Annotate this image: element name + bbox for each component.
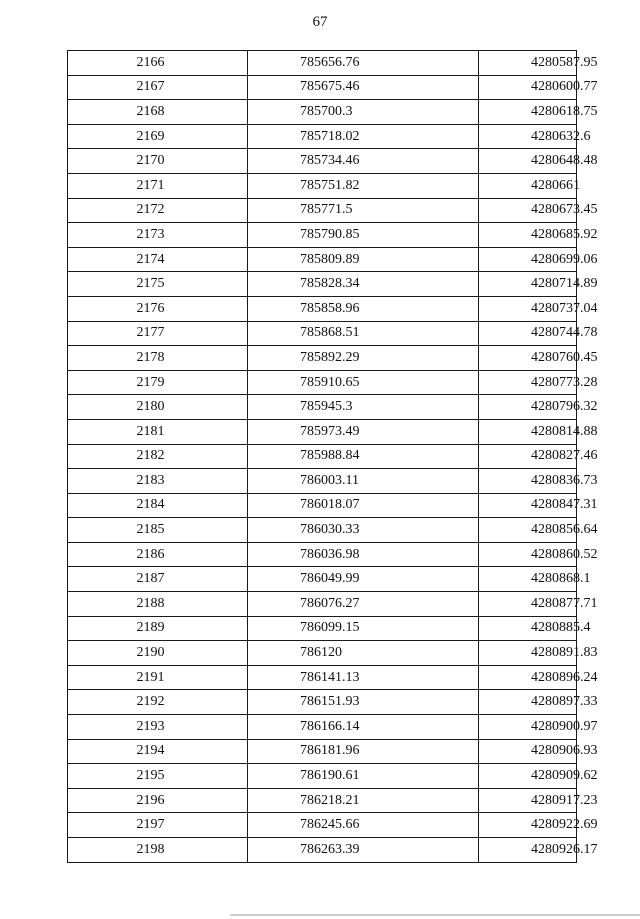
y-coordinate-cell: 4280661 (479, 173, 577, 198)
table-row (68, 616, 577, 641)
point-number-cell: 2197 (68, 813, 248, 838)
point-number-cell: 2181 (68, 419, 248, 444)
y-coordinate-cell: 4280836.73 (479, 469, 577, 494)
point-number-cell: 2178 (68, 346, 248, 371)
x-coordinate-cell: 785858.96 (248, 296, 479, 321)
x-coordinate-cell: 786018.07 (248, 493, 479, 518)
table-row (68, 321, 577, 346)
table-row (68, 173, 577, 198)
point-number-cell: 2190 (68, 641, 248, 666)
x-coordinate-cell: 785751.82 (248, 173, 479, 198)
table-row (68, 370, 577, 395)
y-coordinate-cell: 4280900.97 (479, 715, 577, 740)
x-coordinate-cell: 785910.65 (248, 370, 479, 395)
point-number-cell: 2189 (68, 616, 248, 641)
y-coordinate-cell: 4280744.78 (479, 321, 577, 346)
y-coordinate-cell: 4280847.31 (479, 493, 577, 518)
point-number-cell: 2185 (68, 518, 248, 543)
point-number-cell: 2196 (68, 788, 248, 813)
y-coordinate-cell: 4280909.62 (479, 764, 577, 789)
y-coordinate-cell: 4280922.69 (479, 813, 577, 838)
table-row (68, 124, 577, 149)
x-coordinate-cell: 785734.46 (248, 149, 479, 174)
table-row (68, 542, 577, 567)
table-row (68, 690, 577, 715)
y-coordinate-cell: 4280632.6 (479, 124, 577, 149)
x-coordinate-cell: 785988.84 (248, 444, 479, 469)
point-number-cell: 2171 (68, 173, 248, 198)
y-coordinate-cell: 4280891.83 (479, 641, 577, 666)
y-coordinate-cell: 4280737.04 (479, 296, 577, 321)
point-number-cell: 2180 (68, 395, 248, 420)
y-coordinate-cell: 4280906.93 (479, 739, 577, 764)
point-number-cell: 2168 (68, 100, 248, 125)
point-number-cell: 2191 (68, 665, 248, 690)
y-coordinate-cell: 4280773.28 (479, 370, 577, 395)
x-coordinate-cell: 785771.5 (248, 198, 479, 223)
scan-edge-line (230, 914, 640, 916)
x-coordinate-cell: 786151.93 (248, 690, 479, 715)
y-coordinate-cell: 4280856.64 (479, 518, 577, 543)
table-row (68, 518, 577, 543)
y-coordinate-cell: 4280600.77 (479, 75, 577, 100)
table-row (68, 346, 577, 371)
table-row (68, 296, 577, 321)
x-coordinate-cell: 786076.27 (248, 592, 479, 617)
point-number-cell: 2172 (68, 198, 248, 223)
table-row (68, 739, 577, 764)
coordinates-table (67, 50, 598, 863)
x-coordinate-cell: 785828.34 (248, 272, 479, 297)
x-coordinate-cell: 786141.13 (248, 665, 479, 690)
point-number-cell: 2179 (68, 370, 248, 395)
table-row (68, 567, 577, 592)
y-coordinate-cell: 4280673.45 (479, 198, 577, 223)
x-coordinate-cell: 785718.02 (248, 124, 479, 149)
y-coordinate-cell: 4280714.89 (479, 272, 577, 297)
point-number-cell: 2167 (68, 75, 248, 100)
x-coordinate-cell: 786181.96 (248, 739, 479, 764)
x-coordinate-cell: 786003.11 (248, 469, 479, 494)
y-coordinate-cell: 4280860.52 (479, 542, 577, 567)
table-row (68, 395, 577, 420)
x-coordinate-cell: 785790.85 (248, 223, 479, 248)
point-number-cell: 2175 (68, 272, 248, 297)
point-number-cell: 2193 (68, 715, 248, 740)
point-number-cell: 2170 (68, 149, 248, 174)
x-coordinate-cell: 786036.98 (248, 542, 479, 567)
point-number-cell: 2184 (68, 493, 248, 518)
y-coordinate-cell: 4280587.95 (479, 51, 577, 76)
y-coordinate-cell: 4280760.45 (479, 346, 577, 371)
point-number-cell: 2166 (68, 51, 248, 76)
x-coordinate-cell: 785700.3 (248, 100, 479, 125)
point-number-cell: 2182 (68, 444, 248, 469)
table-row (68, 813, 577, 838)
table-row (68, 788, 577, 813)
x-coordinate-cell: 786263.39 (248, 838, 479, 863)
y-coordinate-cell: 4280685.92 (479, 223, 577, 248)
point-number-cell: 2183 (68, 469, 248, 494)
table-row (68, 641, 577, 666)
table-row (68, 665, 577, 690)
table-row (68, 149, 577, 174)
x-coordinate-cell: 785945.3 (248, 395, 479, 420)
x-coordinate-cell: 786049.99 (248, 567, 479, 592)
table-row (68, 223, 577, 248)
point-number-cell: 2187 (68, 567, 248, 592)
x-coordinate-cell: 785656.76 (248, 51, 479, 76)
point-number-cell: 2186 (68, 542, 248, 567)
y-coordinate-cell: 4280926.17 (479, 838, 577, 863)
y-coordinate-cell: 4280868.1 (479, 567, 577, 592)
y-coordinate-cell: 4280885.4 (479, 616, 577, 641)
x-coordinate-cell: 786190.61 (248, 764, 479, 789)
y-coordinate-cell: 4280896.24 (479, 665, 577, 690)
x-coordinate-cell: 785868.51 (248, 321, 479, 346)
y-coordinate-cell: 4280796.32 (479, 395, 577, 420)
y-coordinate-cell: 4280897.33 (479, 690, 577, 715)
y-coordinate-cell: 4280814.88 (479, 419, 577, 444)
x-coordinate-cell: 786166.14 (248, 715, 479, 740)
table-row (68, 419, 577, 444)
point-number-cell: 2192 (68, 690, 248, 715)
table-row (68, 715, 577, 740)
point-number-cell: 2195 (68, 764, 248, 789)
y-coordinate-cell: 4280618.75 (479, 100, 577, 125)
point-number-cell: 2169 (68, 124, 248, 149)
x-coordinate-cell: 785675.46 (248, 75, 479, 100)
table-row (68, 51, 577, 76)
point-number-cell: 2177 (68, 321, 248, 346)
table-row (68, 444, 577, 469)
x-coordinate-cell: 786120 (248, 641, 479, 666)
x-coordinate-cell: 786030.33 (248, 518, 479, 543)
point-number-cell: 2194 (68, 739, 248, 764)
point-number-cell: 2174 (68, 247, 248, 272)
point-number-cell: 2198 (68, 838, 248, 863)
point-number-cell: 2176 (68, 296, 248, 321)
table-row (68, 75, 577, 100)
table-row (68, 247, 577, 272)
x-coordinate-cell: 785973.49 (248, 419, 479, 444)
y-coordinate-cell: 4280827.46 (479, 444, 577, 469)
table-row (68, 198, 577, 223)
table-row (68, 592, 577, 617)
point-number-cell: 2173 (68, 223, 248, 248)
table-row (68, 469, 577, 494)
table-row (68, 764, 577, 789)
x-coordinate-cell: 786218.21 (248, 788, 479, 813)
x-coordinate-cell: 786099.15 (248, 616, 479, 641)
y-coordinate-cell: 4280917.23 (479, 788, 577, 813)
table-row (68, 838, 577, 863)
y-coordinate-cell: 4280648.48 (479, 149, 577, 174)
table-row (68, 100, 577, 125)
table-row (68, 272, 577, 297)
point-number-cell: 2188 (68, 592, 248, 617)
x-coordinate-cell: 785809.89 (248, 247, 479, 272)
y-coordinate-cell: 4280877.71 (479, 592, 577, 617)
y-coordinate-cell: 4280699.06 (479, 247, 577, 272)
x-coordinate-cell: 786245.66 (248, 813, 479, 838)
table-row (68, 493, 577, 518)
x-coordinate-cell: 785892.29 (248, 346, 479, 371)
table-body (68, 51, 598, 863)
page-number: 67 (312, 14, 328, 30)
